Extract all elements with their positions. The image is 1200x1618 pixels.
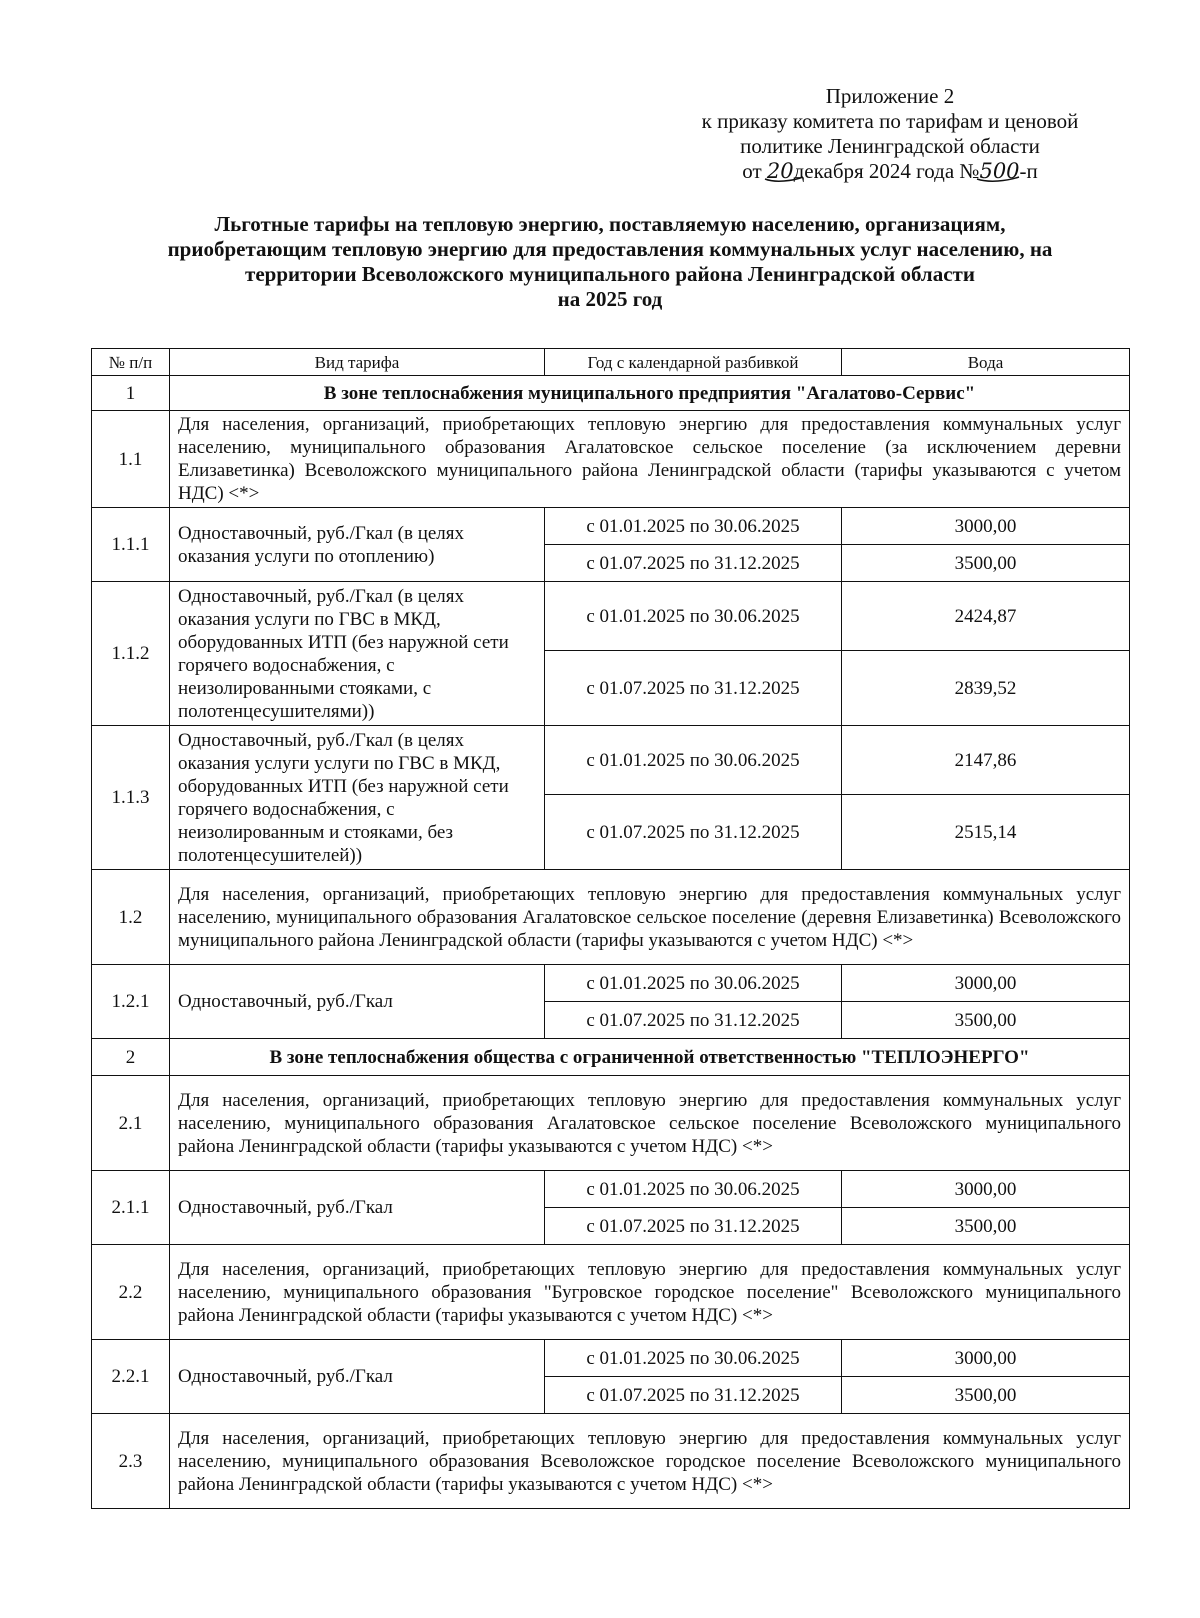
- period: с 01.07.2025 по 31.12.2025: [545, 1377, 842, 1414]
- period: с 01.07.2025 по 31.12.2025: [545, 795, 842, 870]
- tariff-kind: Одноставочный, руб./Гкал: [170, 1340, 545, 1414]
- period: с 01.01.2025 по 30.06.2025: [545, 965, 842, 1002]
- title-line-4: на 2025 год: [557, 287, 663, 311]
- table-row: [92, 1076, 1130, 1171]
- tariff-value: 3000,00: [842, 1171, 1130, 1208]
- title-line-1: Льготные тарифы на тепловую энергию, поставляемую населению, организациям,: [214, 212, 1006, 236]
- row-number: 1.2.1: [92, 965, 170, 1039]
- period: с 01.07.2025 по 31.12.2025: [545, 1208, 842, 1245]
- row-number: 2.2.1: [92, 1340, 170, 1414]
- period: с 01.07.2025 по 31.12.2025: [545, 1002, 842, 1039]
- period: с 01.01.2025 по 30.06.2025: [545, 582, 842, 651]
- tariff-value: 3500,00: [842, 1377, 1130, 1414]
- handwritten-order-number: [979, 159, 1019, 184]
- date-mid: декабря 2024 года №: [793, 159, 980, 183]
- tariff-value: 3000,00: [842, 1340, 1130, 1377]
- handwriting-mark: [977, 155, 1021, 185]
- period: с 01.01.2025 по 30.06.2025: [545, 1340, 842, 1377]
- row-number: 1.2: [92, 870, 170, 965]
- day-value: 20: [766, 159, 794, 183]
- section-description: Для населения, организаций, приобретающих тепловую энергию для предоставления коммунальных услуг населению, муниципального образования Всеволожское городское поселение Всеволожского муниципального района Ленинградской области (тарифы указываются с учетом НДС) <*>: [170, 1414, 1130, 1509]
- date-prefix: от: [742, 159, 767, 183]
- column-header-tariff-type: Вид тарифа: [170, 349, 545, 376]
- title-line-2: приобретающим тепловую энергию для предоставления коммунальных услуг населению, на: [167, 237, 1053, 261]
- table-row: [92, 582, 1130, 651]
- table-header-row: [92, 349, 1130, 376]
- zone-heading: В зоне теплоснабжения общества с ограниченной ответственностью "ТЕПЛОЭНЕРГО": [170, 1039, 1130, 1076]
- tariff-value: 2147,86: [842, 726, 1130, 795]
- tariff-kind: Одноставочный, руб./Гкал: [170, 965, 545, 1039]
- tariff-value: 2515,14: [842, 795, 1130, 870]
- table-row: [92, 1340, 1130, 1377]
- appendix-line-3: политике Ленинградской области: [740, 134, 1040, 158]
- table-row: [92, 1171, 1130, 1208]
- table-row: [92, 1414, 1130, 1509]
- row-number: 2: [92, 1039, 170, 1076]
- appendix-date-line: [650, 159, 1130, 184]
- tariff-table: [91, 348, 1130, 1509]
- row-number: 1.1.2: [92, 582, 170, 726]
- tariff-value: 3000,00: [842, 508, 1130, 545]
- section-description: Для населения, организаций, приобретающих тепловую энергию для предоставления коммунальных услуг населению, муниципального образования "Бугровское городское поселение" Всеволожского муниципального района Ленинградской области (тарифы указываются с учетом НДС) <*>: [170, 1245, 1130, 1340]
- handwritten-day: [767, 159, 794, 184]
- table-row: [92, 376, 1130, 411]
- row-number: 2.1: [92, 1076, 170, 1171]
- tariff-value: 3500,00: [842, 1208, 1130, 1245]
- table-row: [92, 411, 1130, 508]
- table-row: [92, 508, 1130, 545]
- tariff-kind: Одноставочный, руб./Гкал: [170, 1171, 545, 1245]
- section-description: Для населения, организаций, приобретающих тепловую энергию для предоставления коммунальных услуг населению, муниципального образования Агалатовское сельское поселение (за исключением деревни Елизаветинка) Всеволожского муниципального района Ленинградской области (тарифы указываются с учетом НДС) <*>: [170, 411, 1130, 508]
- order-suffix: -п: [1019, 159, 1038, 183]
- zone-heading: В зоне теплоснабжения муниципального предприятия "Агалатово-Сервис": [170, 376, 1130, 411]
- table-row: [92, 1039, 1130, 1076]
- tariff-value: 2839,52: [842, 651, 1130, 726]
- row-number: 2.1.1: [92, 1171, 170, 1245]
- tariff-value: 3500,00: [842, 545, 1130, 582]
- tariff-value: 3500,00: [842, 1002, 1130, 1039]
- row-number: 1.1.3: [92, 726, 170, 870]
- section-description: Для населения, организаций, приобретающих тепловую энергию для предоставления коммунальных услуг населению, муниципального образования Агалатовское сельское поселение Всеволожского муниципального района Ленинградской области (тарифы указываются с учетом НДС) <*>: [170, 1076, 1130, 1171]
- table-row: [92, 870, 1130, 965]
- order-number-value: 500: [979, 159, 1020, 183]
- tariff-kind: Одноставочный, руб./Гкал (в целях оказания услуги услуги по ГВС в МКД, оборудованных ИТП (без наружной сети горячего водоснабжения, с неизолированным и стояками, без полотенцесушителей)): [170, 726, 545, 870]
- period: с 01.01.2025 по 30.06.2025: [545, 726, 842, 795]
- period: с 01.01.2025 по 30.06.2025: [545, 1171, 842, 1208]
- appendix-line-2: к приказу комитета по тарифам и ценовой: [701, 109, 1079, 133]
- tariff-kind: Одноставочный, руб./Гкал (в целях оказания услуги по отоплению): [170, 508, 545, 582]
- column-header-water: Вода: [842, 349, 1130, 376]
- document-title: [90, 212, 1130, 312]
- period: с 01.07.2025 по 31.12.2025: [545, 545, 842, 582]
- period: с 01.01.2025 по 30.06.2025: [545, 508, 842, 545]
- tariff-value: 2424,87: [842, 582, 1130, 651]
- period: с 01.07.2025 по 31.12.2025: [545, 651, 842, 726]
- table-row: [92, 1245, 1130, 1340]
- row-number: 1: [92, 376, 170, 411]
- row-number: 1.1: [92, 411, 170, 508]
- appendix-title: Приложение 2: [825, 84, 955, 108]
- tariff-kind: Одноставочный, руб./Гкал (в целях оказания услуги по ГВС в МКД, оборудованных ИТП (без наружной сети горячего водоснабжения, с неизолированными стояками, с полотенцесушителями)): [170, 582, 545, 726]
- title-line-3: территории Всеволожского муниципального района Ленинградской области: [245, 262, 975, 286]
- section-description: Для населения, организаций, приобретающих тепловую энергию для предоставления коммунальных услуг населению, муниципального образования Агалатовское сельское поселение (деревня Елизаветинка) Всеволожского муниципального района Ленинградской области (тарифы указываются с учетом НДС) <*>: [170, 870, 1130, 965]
- handwriting-mark: [765, 155, 805, 185]
- column-header-number: № п/п: [92, 349, 170, 376]
- row-number: 2.2: [92, 1245, 170, 1340]
- column-header-period: Год с календарной разбивкой: [545, 349, 842, 376]
- appendix-header: [650, 84, 1130, 184]
- table-row: [92, 965, 1130, 1002]
- row-number: 2.3: [92, 1414, 170, 1509]
- row-number: 1.1.1: [92, 508, 170, 582]
- table-row: [92, 726, 1130, 795]
- tariff-value: 3000,00: [842, 965, 1130, 1002]
